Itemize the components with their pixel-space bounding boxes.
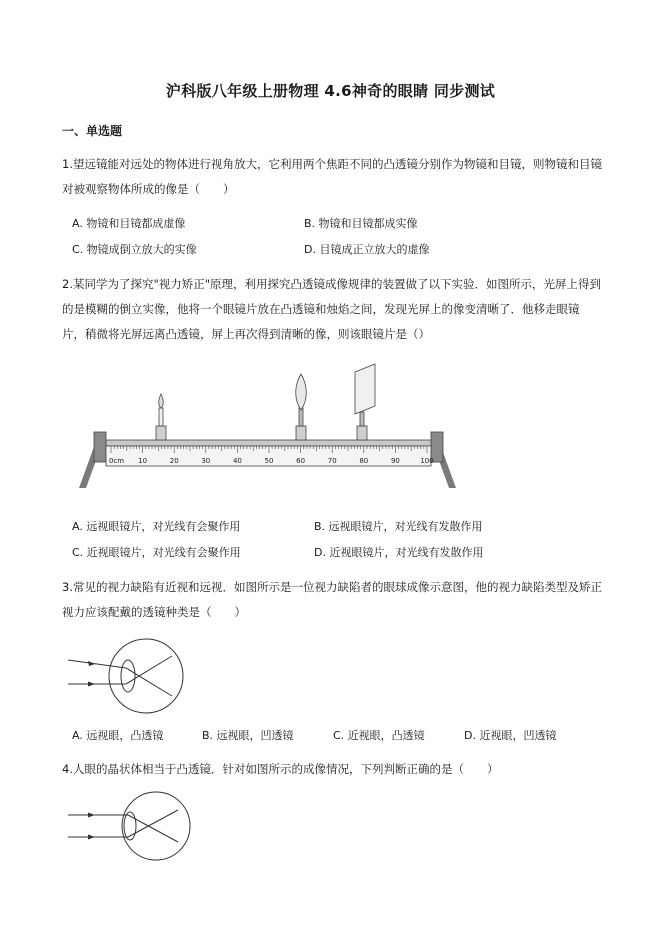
scale-label: 100	[420, 457, 434, 465]
scale-label: 40	[232, 457, 242, 465]
question-3-option-c[interactable]: C. 近视眼，凸透镜	[333, 729, 425, 742]
page-title: 沪科版八年级上册物理 4.6神奇的眼睛 同步测试	[165, 82, 496, 100]
question-1-stem: 1.望远镜能对远处的物体进行视角放大，它利用两个焦距不同的凸透镜分别作为物镜和目镜，则物镜和目镜对被观察物体所成的像是（ ）	[62, 157, 602, 196]
scale-label: 90	[390, 457, 400, 465]
scale-label: 70	[327, 457, 337, 465]
section-heading: 一、单选题	[62, 124, 123, 138]
question-3-option-a[interactable]: A. 远视眼，凸透镜	[72, 729, 164, 742]
optical-bench-figure	[78, 364, 448, 494]
scale-label: 0cm	[109, 457, 125, 465]
question-3-option-d[interactable]: D. 近视眼，凹透镜	[464, 729, 557, 742]
question-1-option-c[interactable]: C. 物镜成倒立放大的实像	[72, 243, 197, 256]
question-2-stem: 2.某同学为了探究"视力矫正"原理，利用探究凸透镜成像规律的装置做了以下实验．如图所示，光屏上得到的是模糊的倒立实像，他将一个眼镜片放在凸透镜和烛焰之间，发现光屏上的像变清晰了．他移走眼镜片，稍微将光屏远离凸透镜，屏上再次得到清晰的像，则该眼镜片是（）	[62, 277, 602, 341]
question-2-option-d[interactable]: D. 近视眼镜片，对光线有发散作用	[314, 546, 484, 559]
question-1-option-a[interactable]: A. 物镜和目镜都成虚像	[72, 217, 186, 230]
question-2-option-b[interactable]: B. 远视眼镜片，对光线有发散作用	[314, 520, 483, 533]
question-2-option-c[interactable]: C. 近视眼镜片，对光线有会聚作用	[72, 546, 241, 559]
scale-label: 20	[169, 457, 179, 465]
question-2-option-a[interactable]: A. 远视眼镜片，对光线有会聚作用	[72, 520, 241, 533]
scale-label: 30	[201, 457, 211, 465]
eye-diagram-2	[68, 790, 183, 870]
question-3-stem: 3.常见的视力缺陷有近视和远视．如图所示是一位视力缺陷者的眼球成像示意图，他的视力缺陷类型及矫正视力应该配戴的透镜种类是（ ）	[62, 580, 602, 619]
eye-diagram-1	[68, 638, 183, 718]
scale-label: 10	[138, 457, 148, 465]
question-1-option-b[interactable]: B. 物镜和目镜都成实像	[304, 217, 418, 230]
question-4-stem: 4.人眼的晶状体相当于凸透镜．针对如图所示的成像情况，下列判断正确的是（ ）	[62, 762, 499, 776]
scale-label: 80	[359, 457, 369, 465]
scale-label: 60	[296, 457, 306, 465]
question-1-option-d[interactable]: D. 目镜成正立放大的虚像	[304, 243, 430, 256]
scale-label: 50	[264, 457, 274, 465]
question-3-option-b[interactable]: B. 远视眼，凹透镜	[202, 729, 294, 742]
